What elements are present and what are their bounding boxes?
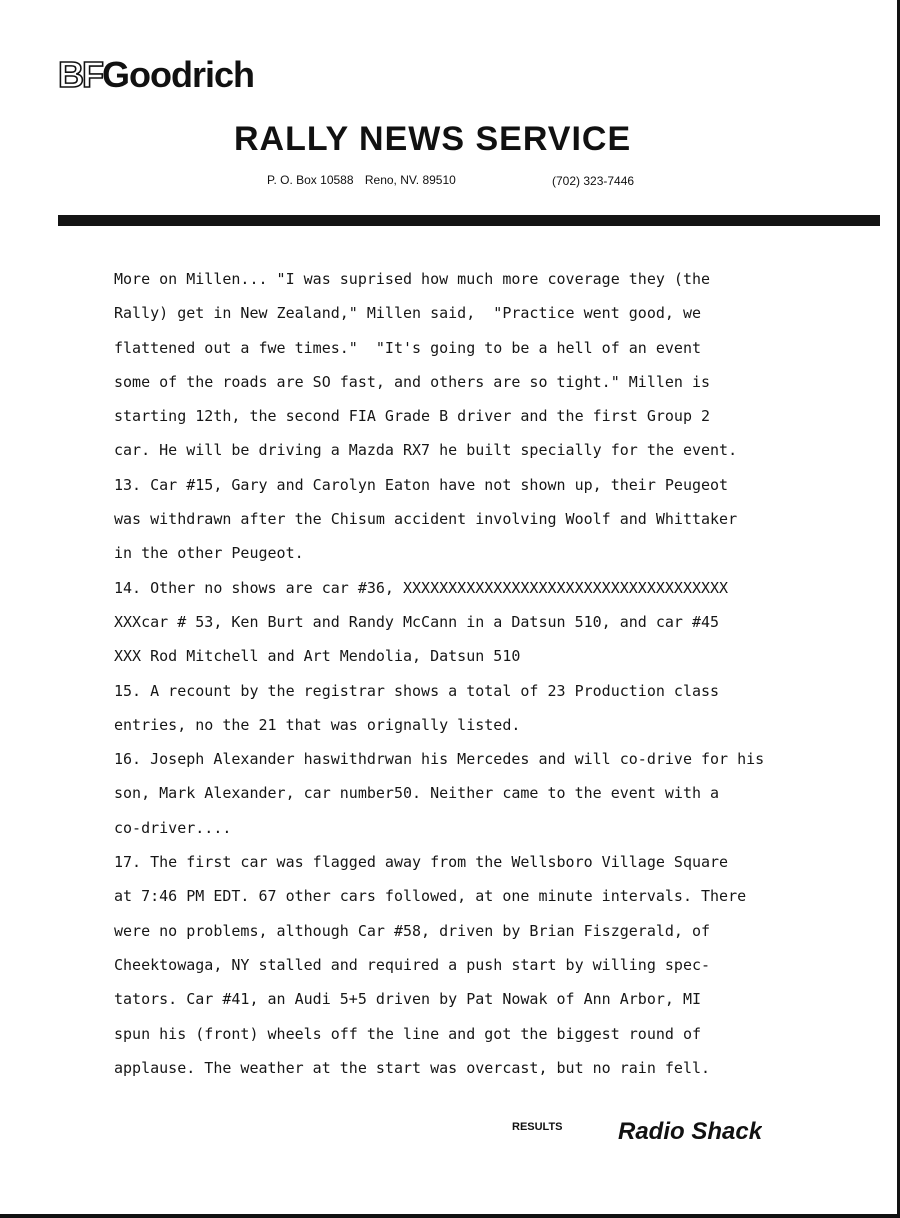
- body-line: at 7:46 PM EDT. 67 other cars followed, at one minute intervals. There: [114, 887, 747, 906]
- body-line: 17. The first car was flagged away from the Wellsboro Village Square: [114, 853, 729, 872]
- page-edge-bottom: [0, 1214, 900, 1218]
- masthead-address: [267, 173, 464, 187]
- body-line: 16. Joseph Alexander haswithdrwan his Mercedes and will co-drive for his: [114, 750, 765, 769]
- body-line: some of the roads are SO fast, and others are so tight." Millen is: [114, 372, 711, 391]
- logo-word: Goodrich: [102, 54, 254, 95]
- news-body: [114, 262, 874, 1085]
- body-line: car. He will be driving a Mazda RX7 he built specially for the event.: [114, 441, 738, 460]
- body-line: entries, no the 21 that was orignally listed.: [114, 715, 521, 734]
- body-line: 14. Other no shows are car #36, XXXXXXXXXXXXXXXXXXXXXXXXXXXXXXXXXXXX: [114, 578, 729, 597]
- body-line: 13. Car #15, Gary and Carolyn Eaton have not shown up, their Peugeot: [114, 475, 729, 494]
- body-line: More on Millen... "I was suprised how much more coverage they (the: [114, 270, 711, 288]
- body-line: applause. The weather at the start was overcast, but no rain fell.: [114, 1058, 711, 1077]
- body-line: starting 12th, the second FIA Grade B driver and the first Group 2: [114, 407, 711, 426]
- body-line: son, Mark Alexander, car number50. Neither came to the event with a: [114, 784, 720, 803]
- body-line: XXXcar # 53, Ken Burt and Randy McCann in a Datsun 510, and car #45: [114, 612, 720, 631]
- header-rule: [58, 215, 880, 226]
- bfgoodrich-logo: [58, 54, 254, 96]
- body-line: was withdrawn after the Chisum accident involving Woolf and Whittaker: [114, 510, 738, 529]
- logo-bf-letters: BF: [58, 54, 102, 95]
- body-line: tators. Car #41, an Audi 5+5 driven by Pat Nowak of Ann Arbor, MI: [114, 990, 701, 1009]
- body-line: were no problems, although Car #58, driven by Brian Fiszgerald, of: [114, 921, 711, 940]
- body-line: flattened out a fwe times." "It's going to be a hell of an event: [114, 338, 701, 357]
- phone-number: (702) 323-7446: [552, 174, 635, 188]
- po-box: P. O. Box 10588: [267, 173, 354, 187]
- footer-sponsor-logo: Radio Shack: [618, 1118, 763, 1142]
- body-line: in the other Peugeot.: [114, 544, 304, 563]
- body-line: spun his (front) wheels off the line and got the biggest round of: [114, 1024, 701, 1043]
- body-line: Cheektowaga, NY stalled and required a push start by willing spec-: [114, 955, 711, 974]
- city-line: Reno, NV. 89510: [364, 173, 456, 187]
- masthead-title: RALLY NEWS SERVICE: [234, 120, 632, 158]
- body-line: co-driver....: [114, 818, 232, 837]
- body-line: Rally) get in New Zealand," Millen said, "Practice went good, we: [114, 304, 701, 323]
- body-line: XXX Rod Mitchell and Art Mendolia, Datsun 510: [114, 647, 521, 666]
- footer-results-label: RESULTS: [512, 1121, 563, 1133]
- body-line: 15. A recount by the registrar shows a total of 23 Production class: [114, 681, 720, 700]
